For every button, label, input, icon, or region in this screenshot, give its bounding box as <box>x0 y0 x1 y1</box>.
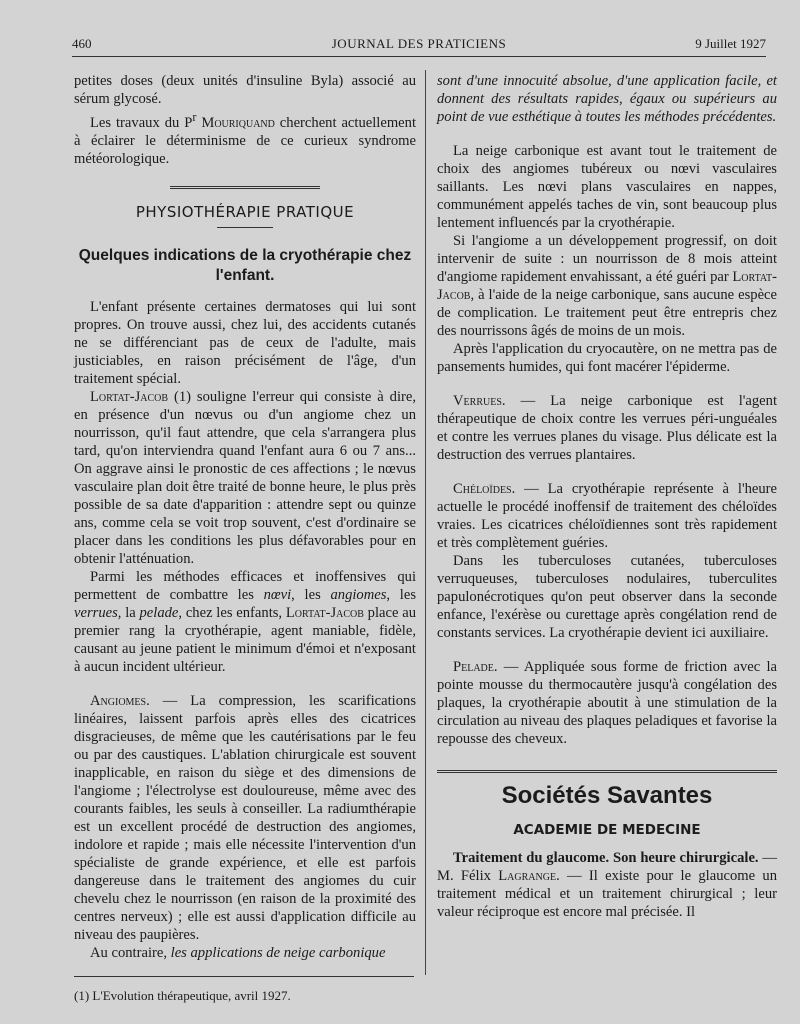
verrues-paragraph: Verrues. — La neige carbonique est l'agent thérapeutique de choix contre les verrues péri-unguéales et contre les verrues planes du visage. Plus délicate est la destruction des verrues plantaires. <box>437 393 777 463</box>
intro-paragraph: petites doses (deux unités d'insuline Byla) associé au sérum glycosé. <box>74 73 416 107</box>
header-rule <box>72 56 766 57</box>
page-number: 460 <box>72 36 92 51</box>
journal-title: JOURNAL DES PRATICIENS <box>331 36 507 51</box>
footnote: (1) L'Evolution thérapeutique, avril 1927. <box>74 987 291 1003</box>
article-paragraph: Lortat-Jacob (1) souligne l'erreur qui consiste à dire, en présence d'un nœvus ou d'un angiome chez un nourrisson, qu'il faut attendre, que cela s'arrangera plus tard, qu'on interviendra quand l'enfant aura 6 ou 7 ans... On aggrave ainsi le pronostic de ces affections ; le nœvus vasculaire plan doit être traité de bonne heure, le plus près possible de sa date d'apparition : attendre sept ou quinze ans, comme cela se voit trop souvent, c'est d'ordinaire se placer dans les conditions les plus défavorables pour en obtenir l'atténuation. <box>74 388 416 567</box>
glaucome-paragraph: Traitement du glaucome. Son heure chirurgicale. — M. Félix Lagrange. — Il existe pour le glaucome un traitement médical et un traitement chirurgical ; leur valeur réciproque est encore mal précisée. Il <box>437 850 778 920</box>
article-paragraph: Après l'application du cryocautère, on ne mettra pas de pansements humides, qui font macérer l'épiderme. <box>437 341 777 375</box>
continued-paragraph: sont d'une innocuité absolue, d'une application facile, et donnent des résultats rapides, égaux ou supérieurs au point de vue esthétique à toutes les méthodes précédentes. <box>437 73 777 125</box>
section-title-rule <box>217 227 273 228</box>
article-paragraph: Parmi les méthodes efficaces et inoffensives qui permettent de combattre les nœvi, les angiomes, les verrues, la pelade, chez les enfants, Lortat-Jacob place au premier rang la cryothérapie, agent maniable, fidèle, causant au jeune patient le minimum d'émoi et n'exposant à aucun incident ultérieur. <box>74 568 416 675</box>
article-paragraph: Si l'angiome a un développement progressif, on doit intervenir de suite : un nourrisson de 8 mois atteint d'angiome rapidement envahissant, a été guéri par Lortat-Jacob, à l'aide de la neige carbonique, sans aucune espèce de complication. Le traitement peut être entrepris chez des nourrissons âgés de moins de un mois. <box>437 233 777 339</box>
pelade-paragraph: Pelade. — Appliquée sous forme de friction avec la pointe mousse du thermocautère jusqu'à congélation des plaques, la cryothérapie aboutit à une stimulation de la circulation au niveau des plaques peladiques et favorise la repousse des cheveux. <box>437 659 777 747</box>
article-paragraph: La neige carbonique est avant tout le traitement de choix des angiomes tubéreux ou nœvi vasculaires saillants. Les nœvi plans vasculaires en nappes, communément appelés taches de vin, sont beaucoup plus lentement influencés par la cryothérapie. <box>437 143 777 231</box>
societes-divider <box>437 770 777 773</box>
societes-title: Sociétés Savantes <box>501 782 713 809</box>
article-paragraph: Au contraire, les applications de neige carbonique <box>90 944 386 961</box>
academie-heading: ACADEMIE DE MEDECINE <box>513 822 701 838</box>
right-column <box>437 72 777 921</box>
article-paragraph: Dans les tuberculoses cutanées, tuberculoses verruqueuses, tuberculoses nodulaires, tuberculites papulonécrotiques qu'on peut observer dans la seconde enfance, l'exérèse ou curettage après congélation rend de constants services. La cryothérapie devient ici auxiliaire. <box>437 553 777 641</box>
mouriquand-paragraph: Les travaux du $P^r$ Mouriquand cherchent actuellement à éclairer le déterminisme de ce curieux syndrome météorologique. <box>74 110 416 167</box>
left-column <box>74 72 416 1005</box>
running-header <box>72 36 766 56</box>
angiomes-paragraph: Angiomes. — La compression, les scarifications linéaires, laissent parfois après elles des cicatrices disgracieuses, de même que les cautérisations par le feu ou par des caustiques. L'ablation chirurgicale est souvent inapplicable, en raison du siège et des dimensions de l'angiome ; l'électrolyse est douloureuse, même avec des courants faibles, les seuls à conseiller. La radiumthérapie est un excellent procédé de destruction des angiomes, indolore et rapide ; mais elle nécessite l'intervention d'un spécialiste de grande expérience, et elle est parfois dangereuse dans le traitement des angiomes du cuir chevelu chez le nourrisson (en raison de la proximité des centres nerveux) ; elle est aussi d'application difficile au niveau des paupières. <box>74 692 416 943</box>
article-title: Quelques indications de la cryothérapie chez l'enfant. <box>78 246 412 284</box>
issue-date: 9 Juillet 1927 <box>695 36 766 51</box>
cheloides-paragraph: Chéloïdes. — La cryothérapie représente à l'heure actuelle le procédé inoffensif de traitement des chéloïdes vraies. Les cicatrices chéloïdiennes sont très rapidement et très complètement guéries. <box>437 481 777 551</box>
article-paragraph: L'enfant présente certaines dermatoses qui lui sont propres. On trouve aussi, chez lui, des accidents cutanés ne se différenciant pas de ceux de l'adulte, mais justiciables, en raison précisément de l'âge, d'un traitement spécial. <box>74 298 416 387</box>
footnote-rule <box>74 976 414 977</box>
column-separator <box>425 70 426 975</box>
section-title: PHYSIOTHÉRAPIE PRATIQUE <box>135 202 355 221</box>
section-divider <box>170 186 320 189</box>
